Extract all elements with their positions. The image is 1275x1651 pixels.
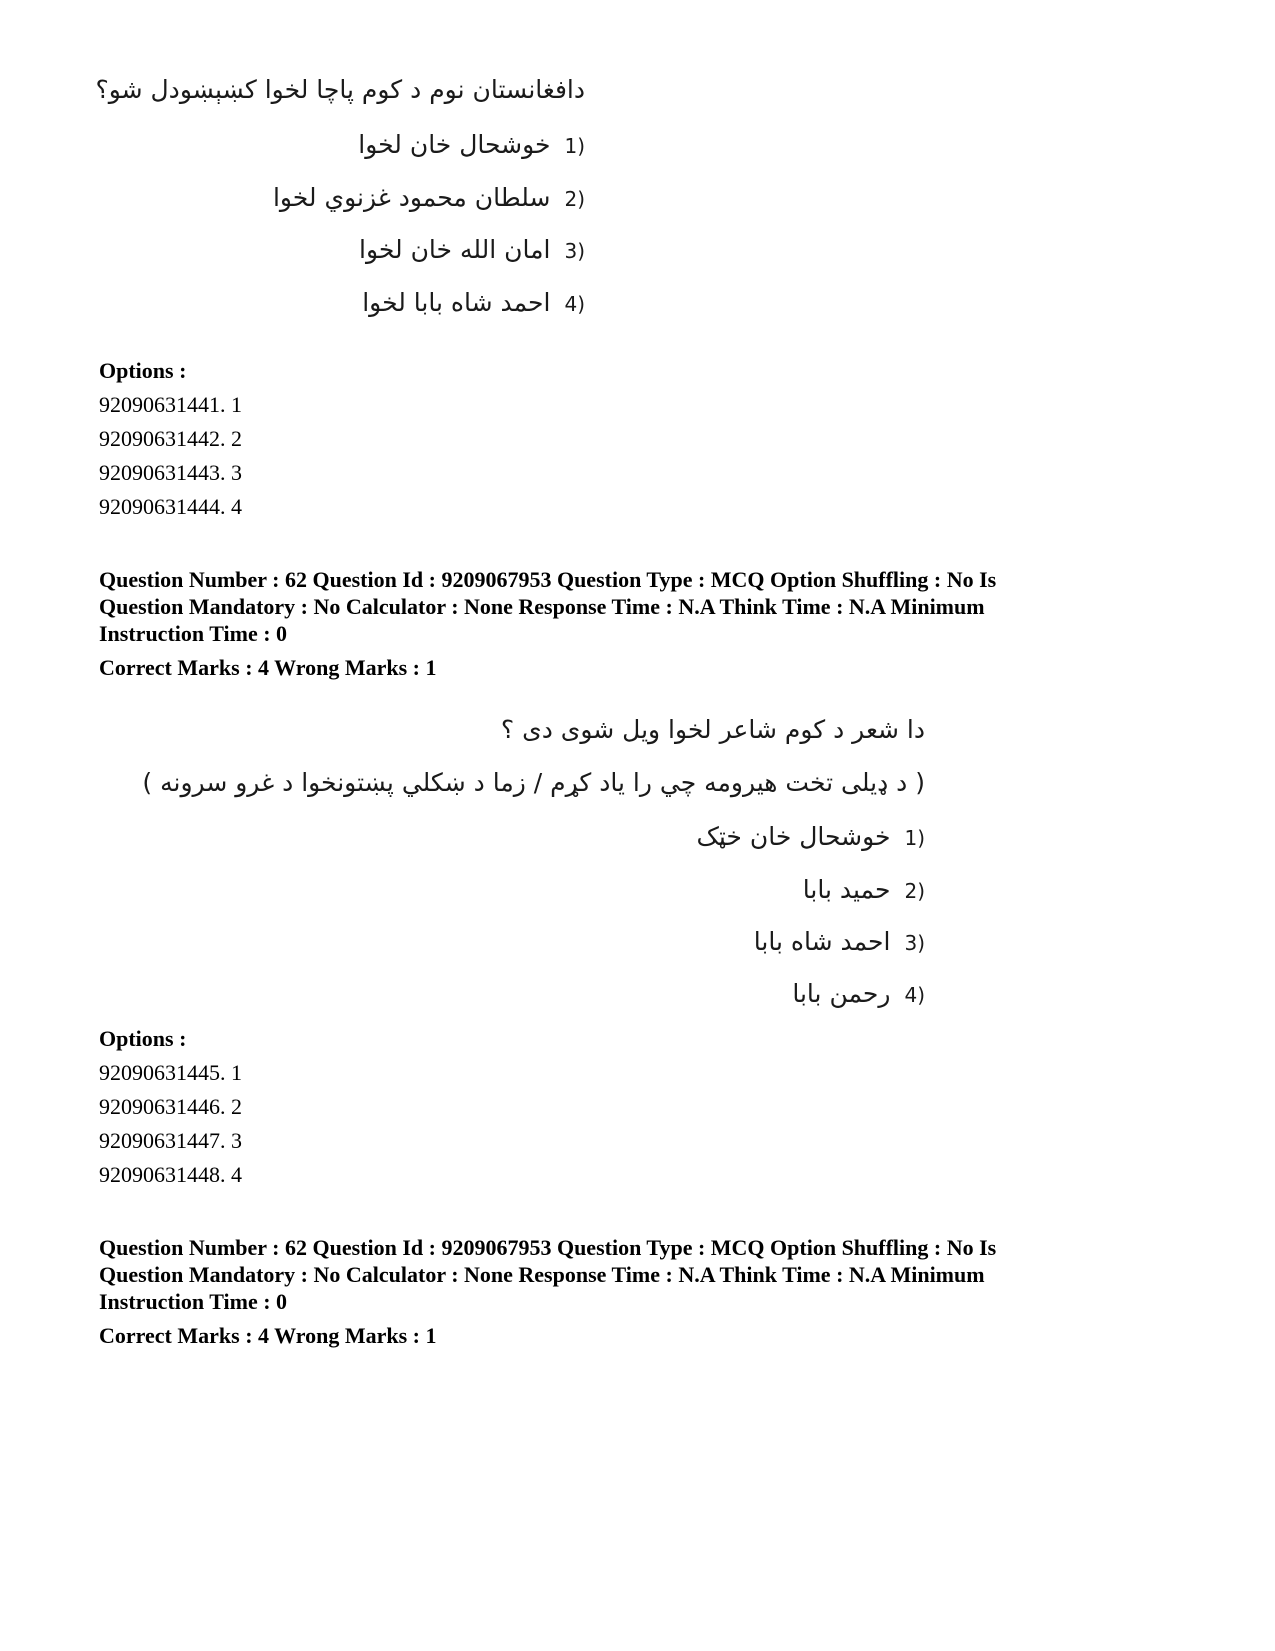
- question-1-option-2: [273, 183, 585, 212]
- question-2-image: [105, 715, 925, 1015]
- question-2-option-4: [792, 979, 925, 1008]
- option-text: احمد شاه بابا لخوا: [362, 288, 551, 317]
- option-text: احمد شاه بابا: [753, 927, 891, 956]
- question-1-image: [95, 75, 585, 335]
- option-id-line: 92090631445. 1: [99, 1060, 242, 1085]
- option-id-line: 92090631442. 2: [99, 426, 242, 451]
- option-number: (1: [904, 826, 925, 850]
- question-1-option-3: [359, 235, 585, 264]
- option-id-line: 92090631444. 4: [99, 494, 242, 519]
- question-1-stem: دافغانستان نوم د کوم پاچا لخوا کښېښودل شو؟: [95, 75, 585, 104]
- marks-line: Correct Marks : 4 Wrong Marks : 1: [99, 1323, 437, 1348]
- question-meta-line: Question Number : 62 Question Id : 9209067953 Question Type : MCQ Option Shuffling : No Is: [99, 567, 997, 592]
- option-id-line: 92090631441. 1: [99, 392, 242, 417]
- option-text: خوشحال خان خټک: [696, 822, 891, 851]
- question-3-metadata: [99, 1234, 1219, 1349]
- option-text: حمید بابا: [802, 875, 891, 904]
- options-list-1: [99, 354, 1219, 524]
- question-meta-line: Question Mandatory : No Calculator : None Response Time : N.A Think Time : N.A Minimum: [99, 1262, 985, 1287]
- question-meta-line: Instruction Time : 0: [99, 621, 288, 646]
- option-number: (3: [904, 931, 925, 955]
- question-1-option-1: [358, 130, 585, 159]
- question-2-option-2: [803, 875, 925, 904]
- question-2-option-1: [697, 822, 925, 851]
- option-text: امان الله خان لخوا: [359, 235, 551, 264]
- options-label: Options :: [99, 1026, 187, 1051]
- marks-line: Correct Marks : 4 Wrong Marks : 1: [99, 655, 437, 680]
- question-2-quote: ( د ډیلی تخت هیرومه چي را یاد کړم / زما د ښکلي پښتونخوا د غرو سرونه ): [142, 768, 925, 797]
- question-2-metadata: [99, 566, 1219, 681]
- option-id-line: 92090631443. 3: [99, 460, 242, 485]
- option-number: (2: [564, 187, 585, 211]
- options-label: Options :: [99, 358, 187, 383]
- option-text: خوشحال خان لخوا: [358, 130, 551, 159]
- question-meta-line: Question Mandatory : No Calculator : None Response Time : N.A Think Time : N.A Minimum: [99, 594, 985, 619]
- option-id-line: 92090631448. 4: [99, 1162, 242, 1187]
- option-number: (2: [904, 879, 925, 903]
- option-text: سلطان محمود غزنوي لخوا: [272, 183, 551, 212]
- option-id-line: 92090631446. 2: [99, 1094, 242, 1119]
- question-2-stem: دا شعر د کوم شاعر لخوا ويل شوی دی ؟: [500, 715, 925, 744]
- question-1-option-4: [362, 288, 585, 317]
- option-number: (4: [564, 292, 585, 316]
- question-2-option-3: [754, 927, 925, 956]
- option-number: (3: [564, 239, 585, 263]
- question-meta-line: Instruction Time : 0: [99, 1289, 288, 1314]
- options-list-2: [99, 1022, 1219, 1192]
- option-number: (1: [564, 134, 585, 158]
- option-id-line: 92090631447. 3: [99, 1128, 242, 1153]
- question-meta-line: Question Number : 62 Question Id : 9209067953 Question Type : MCQ Option Shuffling : No Is: [99, 1235, 997, 1260]
- option-number: (4: [904, 983, 925, 1007]
- option-text: رحمن بابا: [792, 979, 891, 1008]
